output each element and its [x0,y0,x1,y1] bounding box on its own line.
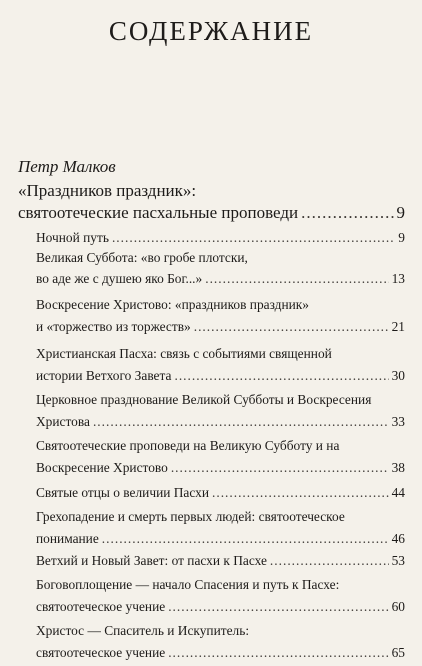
toc-entry-text: во аде же с душею яко Бог...» [36,271,203,286]
leader-dots [93,413,389,431]
book-title-line-1: «Праздников праздник»: [18,181,197,200]
toc-entry-text: святоотеческое учение [36,599,166,614]
leader-dots [270,552,389,570]
toc-entry-row[interactable] [36,270,405,288]
page-number: 9 [398,230,405,245]
toc-entry-row[interactable] [36,229,405,247]
page-number: 38 [391,460,405,475]
leader-dots [168,644,388,662]
toc-entry-row[interactable] [36,318,405,336]
toc-entry-line: Великая Суббота: «во гробе плотски, [36,250,248,265]
page-title: СОДЕРЖАНИЕ [108,16,314,46]
page-number: 30 [391,368,405,383]
page-number: 9 [396,203,405,222]
toc-entry-text: и «торжество из торжеств» [36,319,191,334]
toc-entry-line: Грехопадение и смерть первых людей: святоотеческое [36,509,345,524]
book-title-row[interactable] [18,203,405,223]
toc-entry-row[interactable] [36,484,405,502]
page-number: 65 [391,645,405,660]
page-number: 44 [391,485,405,500]
toc-entry-row[interactable] [36,530,405,548]
toc-entry-text: понимание [36,531,99,546]
leader-dots [301,203,393,223]
leader-dots [171,459,389,477]
toc-entry-row[interactable] [36,367,405,385]
leader-dots [112,229,395,247]
toc-entry-line: Боговоплощение — начало Спасения и путь к Пасхе: [36,577,340,592]
toc-entry-row[interactable] [36,459,405,477]
page-number: 21 [391,319,405,334]
leader-dots [194,318,389,336]
author-name: Петр Малков [18,157,116,176]
toc-entry-text: Воскресение Христово [36,460,168,475]
toc-entry-text: Ночной путь [36,230,109,245]
book-title-line-2: святоотеческие пасхальные проповеди [18,203,299,222]
toc-entry-row[interactable] [36,644,405,662]
page-number: 60 [391,599,405,614]
leader-dots [102,530,389,548]
toc-entry-text: святоотеческое учение [36,645,166,660]
leader-dots [212,484,389,502]
toc-entry-text: Святые отцы о величии Пасхи [36,485,209,500]
toc-entry-text: Христова [36,414,90,429]
toc-entry-row[interactable] [36,598,405,616]
toc-entry-line: Святоотеческие проповеди на Великую Субботу и на [36,438,340,453]
toc-entry-text: истории Ветхого Завета [36,368,172,383]
page-number: 13 [391,271,405,286]
toc-entry-line: Воскресение Христово: «праздников праздник» [36,297,309,312]
page-number: 53 [391,553,405,568]
page-number: 33 [391,414,405,429]
leader-dots [168,598,388,616]
toc-entry-text: Ветхий и Новый Завет: от пасхи к Пасхе [36,553,267,568]
leader-dots [205,270,388,288]
toc-entry-row[interactable] [36,552,405,570]
toc-entry-row[interactable] [36,413,405,431]
toc-entry-line: Христианская Пасха: связь с событиями священной [36,346,332,361]
toc-entry-line: Христос — Спаситель и Искупитель: [36,623,250,638]
toc-entry-line: Церковное празднование Великой Субботы и Воскресения [36,392,372,407]
leader-dots [174,367,388,385]
page-number: 46 [391,531,405,546]
